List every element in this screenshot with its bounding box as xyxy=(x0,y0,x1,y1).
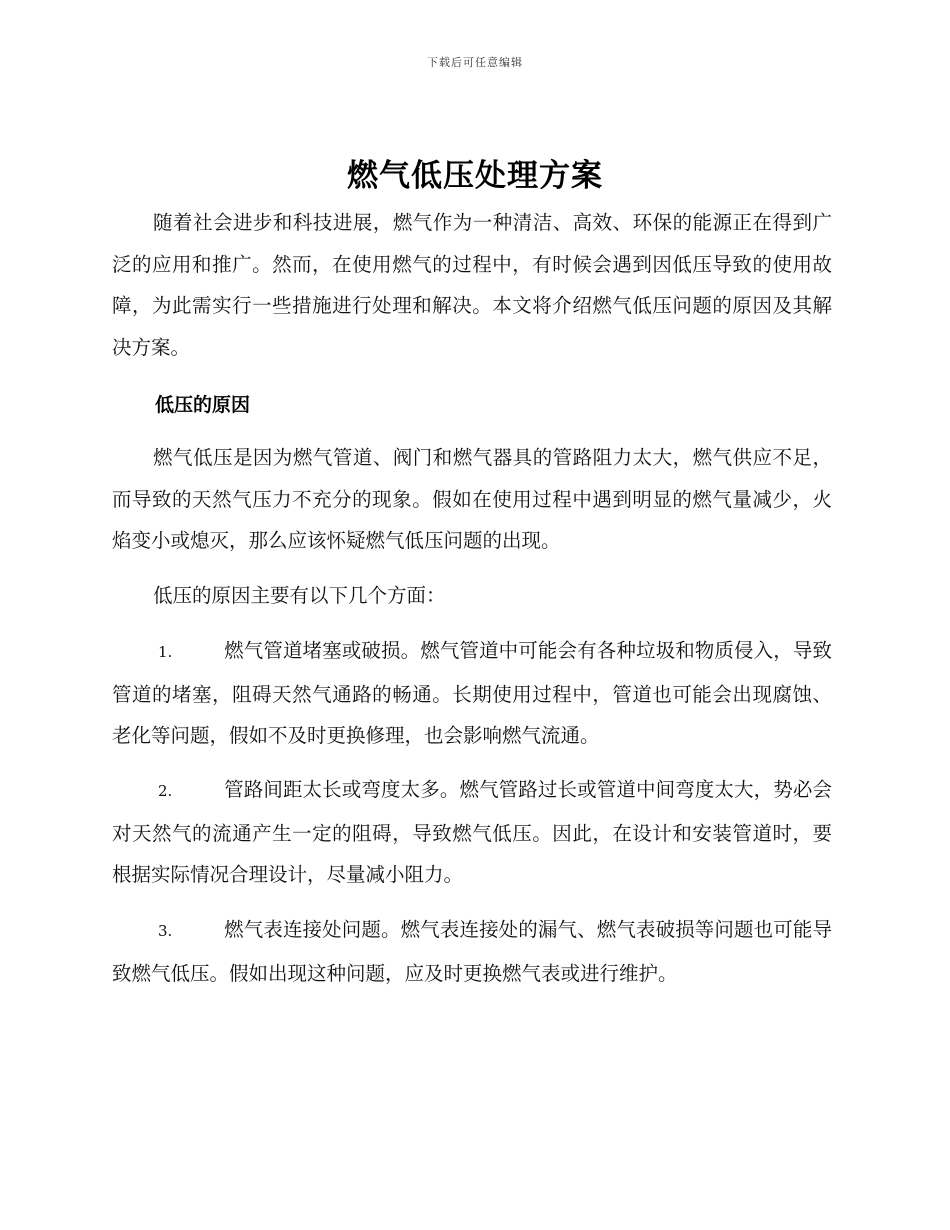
list-item-text: 燃气表连接处问题。燃气表连接处的漏气、燃气表破损等问题也可能导致燃气低压。假如出现这种问题，应及时更换燃气表或进行维护。 xyxy=(112,918,832,985)
intro-paragraph: 随着社会进步和科技进展，燃气作为一种清洁、高效、环保的能源正在得到广泛的应用和推广。然而，在使用燃气的过程中，有时候会遇到因低压导致的使用故障，为此需实行一些措施进行处理和解决。本文将介绍燃气低压问题的原因及其解决方案。 xyxy=(112,211,832,359)
list-item-number: 3. xyxy=(158,922,173,940)
list-item-3 xyxy=(112,909,832,994)
section-heading: 低压的原因 xyxy=(155,394,251,416)
list-item-2 xyxy=(112,769,832,896)
document-title: 燃气低压处理方案 xyxy=(347,158,603,194)
list-item-number: 2. xyxy=(158,782,173,800)
list-item-text: 管路间距太长或弯度太多。燃气管路过长或管道中间弯度太大，势必会对天然气的流通产生一定的阻碍，导致燃气低压。因此，在设计和安装管道时，要根据实际情况合理设计，尽量减小阻力。 xyxy=(112,778,832,886)
header-note: 下载后可任意编辑 xyxy=(427,56,523,69)
list-item-number: 1. xyxy=(158,643,173,661)
list-item-text: 燃气管道堵塞或破损。燃气管道中可能会有各种垃圾和物质侵入，导致管道的堵塞，阻碍天然气通路的畅通。长期使用过程中，管道也可能会出现腐蚀、老化等问题，假如不及时更换修理，也会影响燃气流通。 xyxy=(112,639,832,747)
paragraph-cause-definition: 燃气低压是因为燃气管道、阀门和燃气器具的管路阻力太大，燃气供应不足，而导致的天然气压力不充分的现象。假如在使用过程中遇到明显的燃气量减少，火焰变小或熄灭，那么应该怀疑燃气低压问题的出现。 xyxy=(112,446,832,552)
list-item-1 xyxy=(112,630,832,757)
paragraph-cause-intro: 低压的原因主要有以下几个方面： xyxy=(153,584,446,607)
